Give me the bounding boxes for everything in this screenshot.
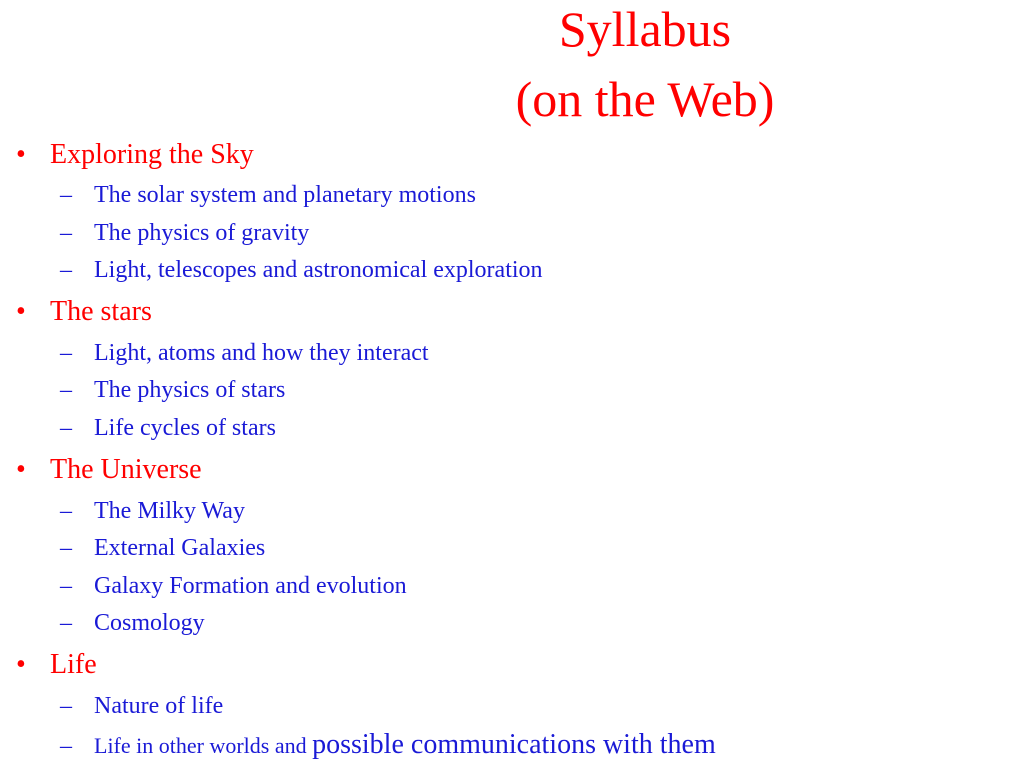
- bullet-mark: •: [16, 296, 26, 327]
- list-item-label: Nature of life: [94, 693, 224, 719]
- dash-mark: –: [60, 498, 72, 524]
- list-item-label: External Galaxies: [94, 535, 266, 561]
- list-item-label: The physics of gravity: [94, 220, 310, 246]
- dash-mark: –: [60, 415, 72, 441]
- list-item: [60, 608, 205, 638]
- dash-mark: –: [60, 220, 72, 246]
- dash-mark: –: [60, 535, 72, 561]
- list-item-label: Light, telescopes and astronomical exploration: [94, 257, 543, 283]
- list-item: [60, 730, 716, 761]
- list-item: [60, 218, 309, 248]
- list-item: [60, 413, 276, 443]
- list-item: [60, 691, 223, 721]
- dash-mark: –: [60, 182, 72, 208]
- dash-mark: –: [60, 693, 72, 719]
- list-item-label: Light, atoms and how they interact: [94, 340, 429, 366]
- section-heading-label: Life: [50, 649, 97, 680]
- section-heading-the-stars: [16, 295, 152, 329]
- list-item-label: The solar system and planetary motions: [94, 182, 476, 208]
- dash-mark: –: [60, 377, 72, 403]
- bullet-mark: •: [16, 139, 26, 170]
- dash-mark: –: [60, 257, 72, 283]
- list-item-label: Life cycles of stars: [94, 415, 276, 441]
- list-item: [60, 255, 543, 285]
- section-heading-label: Exploring the Sky: [50, 139, 254, 170]
- dash-mark: –: [60, 610, 72, 636]
- title-line-2: (on the Web): [515, 71, 775, 127]
- list-item: [60, 375, 285, 405]
- list-item-label: Galaxy Formation and evolution: [94, 573, 407, 599]
- bullet-mark: •: [16, 454, 26, 485]
- list-item: [60, 180, 476, 210]
- slide-title: [480, 0, 810, 134]
- section-heading-the-universe: [16, 453, 202, 487]
- list-item: [60, 338, 429, 368]
- section-heading-exploring-the-sky: [16, 138, 254, 172]
- section-heading-life: [16, 648, 97, 682]
- section-heading-label: The stars: [50, 296, 152, 327]
- list-item-label-prefix: Life in other worlds and: [94, 733, 313, 758]
- section-heading-label: The Universe: [50, 454, 202, 485]
- list-item-label: The Milky Way: [94, 498, 245, 524]
- dash-mark: –: [60, 733, 72, 759]
- dash-mark: –: [60, 573, 72, 599]
- list-item-label: The physics of stars: [94, 377, 286, 403]
- list-item: [60, 533, 265, 563]
- list-item-label-suffix: possible communications with them: [312, 729, 716, 760]
- list-item-label: Cosmology: [94, 610, 205, 636]
- bullet-mark: •: [16, 649, 26, 680]
- title-line-1: Syllabus: [558, 1, 732, 57]
- list-item: [60, 496, 245, 526]
- list-item: [60, 571, 407, 601]
- dash-mark: –: [60, 340, 72, 366]
